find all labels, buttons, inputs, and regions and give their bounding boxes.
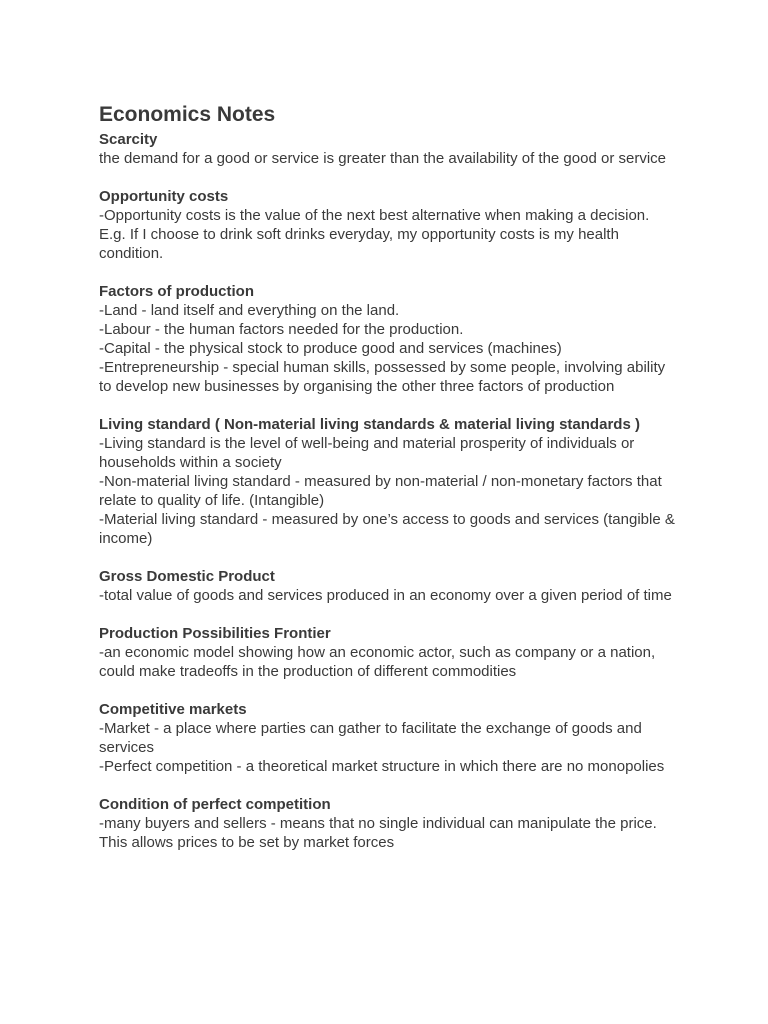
section-competitive-markets: [99, 700, 679, 776]
note-line: -Opportunity costs is the value of the next best alternative when making a decision.: [99, 207, 650, 224]
section-ppf: [99, 624, 679, 681]
section-opportunity-costs: [99, 187, 679, 263]
section-perfect-competition: [99, 795, 679, 852]
note-line: -Market - a place where parties can gather to facilitate the exchange of goods and services: [99, 720, 642, 756]
section-heading: Opportunity costs: [99, 188, 229, 205]
section-heading: Condition of perfect competition: [99, 796, 331, 813]
note-line: the demand for a good or service is greater than the availability of the good or service: [99, 150, 666, 167]
section-heading: Gross Domestic Product: [99, 568, 275, 585]
section-heading: Scarcity: [99, 131, 158, 148]
note-line: -Material living standard - measured by one’s access to goods and services (tangible & income): [99, 511, 675, 547]
note-line: -Non-material living standard - measured by non-material / non-monetary factors that relate to quality of life. (Intangible): [99, 473, 662, 509]
section-living-standard: [99, 415, 679, 548]
note-line: -an economic model showing how an economic actor, such as company or a nation, could make tradeoffs in the production of different commodities: [99, 644, 656, 680]
notes-page: [99, 100, 679, 871]
section-heading: Living standard ( Non-material living standards & material living standards ): [99, 416, 640, 433]
note-line: -many buyers and sellers - means that no single individual can manipulate the price. This allows prices to be set by market forces: [99, 815, 657, 851]
section-heading: Factors of production: [99, 283, 254, 300]
page-title: Economics Notes: [99, 103, 276, 126]
note-line: -Labour - the human factors needed for the production.: [99, 321, 464, 338]
section-heading: Production Possibilities Frontier: [99, 625, 331, 642]
note-line: -Capital - the physical stock to produce good and services (machines): [99, 340, 562, 357]
section-gdp: [99, 567, 679, 605]
note-line: -Living standard is the level of well-being and material prosperity of individuals or households within a society: [99, 435, 635, 471]
note-line: -Perfect competition - a theoretical market structure in which there are no monopolies: [99, 758, 665, 775]
section-factors-of-production: [99, 282, 679, 396]
note-line: -Land - land itself and everything on the land.: [99, 302, 400, 319]
note-line: -Entrepreneurship - special human skills, possessed by some people, involving ability to develop new businesses by organising the other three factors of production: [99, 359, 666, 395]
section-scarcity: [99, 130, 679, 168]
note-line: E.g. If I choose to drink soft drinks everyday, my opportunity costs is my health condition.: [99, 226, 619, 262]
section-heading: Competitive markets: [99, 701, 247, 718]
note-line: -total value of goods and services produced in an economy over a given period of time: [99, 587, 672, 604]
